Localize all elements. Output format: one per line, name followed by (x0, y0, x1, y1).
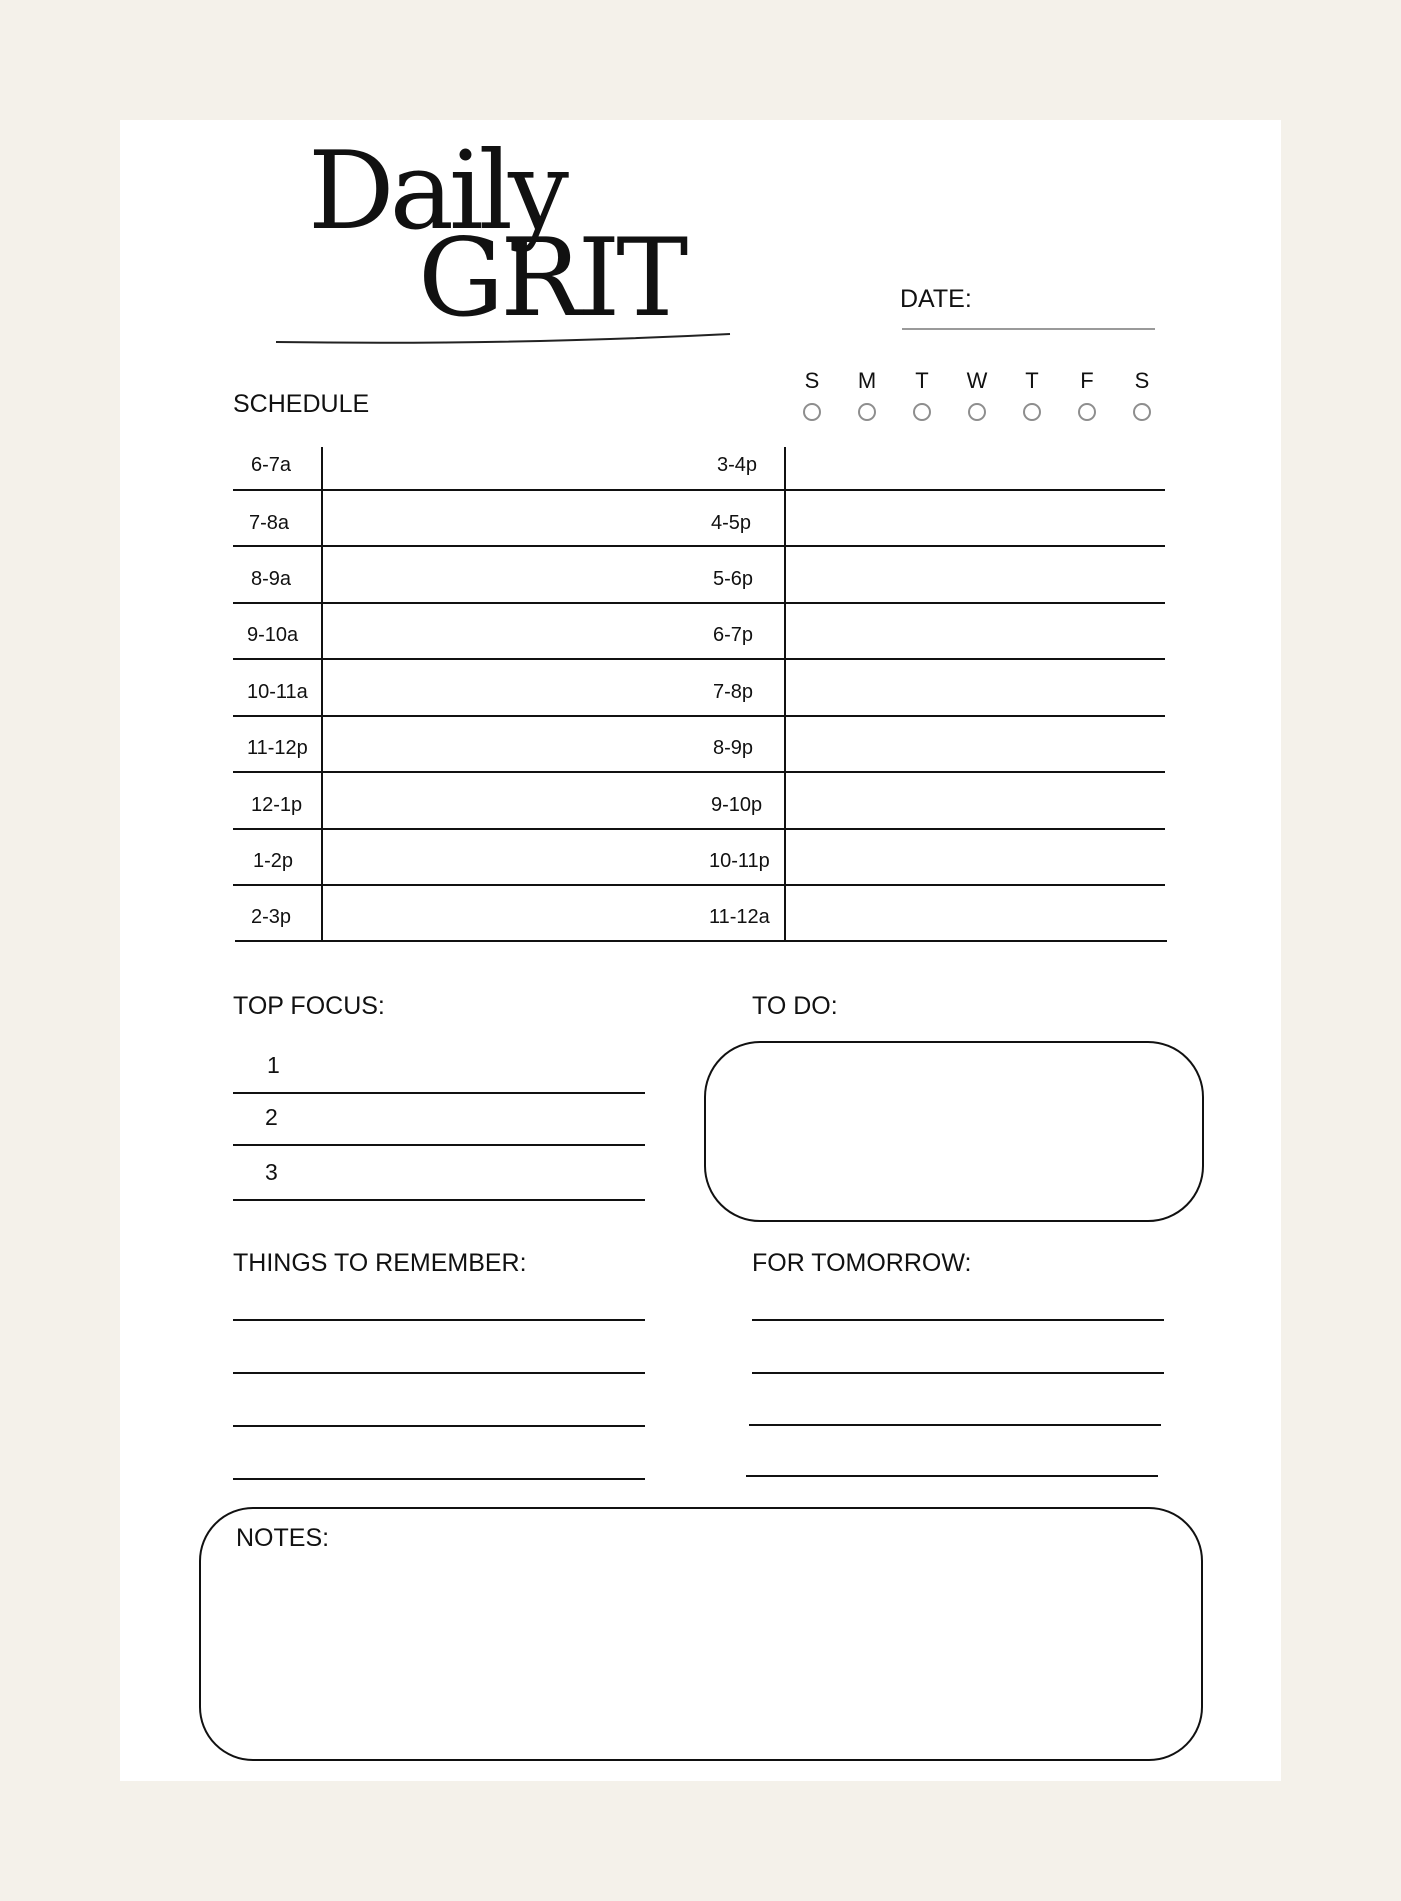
tomorrow-line[interactable] (749, 1424, 1161, 1426)
weekday-wed-checkbox[interactable] (968, 403, 986, 421)
schedule-row-line (233, 545, 1165, 547)
date-input-line[interactable] (902, 328, 1155, 330)
time-slot-left: 11-12p (247, 737, 308, 759)
schedule-label: SCHEDULE (233, 390, 370, 418)
remember-line[interactable] (233, 1319, 645, 1321)
tomorrow-line[interactable] (752, 1372, 1164, 1374)
time-slot-right: 4-5p (711, 512, 752, 534)
time-slot-right: 3-4p (717, 454, 758, 476)
time-slot-left: 6-7a (251, 454, 292, 476)
focus-line[interactable] (233, 1144, 645, 1146)
focus-item-number: 3 (265, 1159, 278, 1185)
weekday-tue-checkbox[interactable] (913, 403, 931, 421)
schedule-row-line (233, 658, 1165, 660)
time-slot-left: 7-8a (249, 512, 290, 534)
schedule-divider-center (784, 447, 786, 942)
tomorrow-line[interactable] (752, 1319, 1164, 1321)
schedule-row-line (233, 771, 1165, 773)
time-slot-left: 10-11a (247, 681, 308, 703)
time-slot-left: 8-9a (251, 568, 292, 590)
remember-line[interactable] (233, 1372, 645, 1374)
focus-item-number: 2 (265, 1104, 278, 1130)
weekday-mon-checkbox[interactable] (858, 403, 876, 421)
schedule-row-line (233, 884, 1165, 886)
time-slot-left: 12-1p (251, 794, 303, 816)
time-slot-right: 8-9p (713, 737, 754, 759)
weekday-sun: S (804, 368, 820, 393)
weekday-wed: W (966, 368, 988, 393)
time-slot-right: 11-12a (709, 906, 770, 928)
schedule-row-line (233, 489, 1165, 491)
todo-box[interactable] (704, 1041, 1204, 1222)
time-slot-left: 2-3p (251, 906, 292, 928)
remember-line[interactable] (233, 1425, 645, 1427)
time-slot-right: 5-6p (713, 568, 754, 590)
focus-line[interactable] (233, 1092, 645, 1094)
schedule-row-line (233, 715, 1165, 717)
schedule-row-line (233, 828, 1165, 830)
things-to-remember-label: THINGS TO REMEMBER: (233, 1249, 527, 1277)
title-daily: Daily (308, 129, 565, 254)
time-slot-right: 10-11p (709, 850, 770, 872)
schedule-divider-left (321, 447, 323, 942)
time-slot-right: 6-7p (713, 624, 754, 646)
time-slot-left: 1-2p (253, 850, 294, 872)
for-tomorrow-label: FOR TOMORROW: (752, 1249, 972, 1277)
date-label: DATE: (900, 285, 972, 313)
weekday-sat-checkbox[interactable] (1133, 403, 1151, 421)
weekday-mon: M (857, 368, 877, 393)
weekday-fri-checkbox[interactable] (1078, 403, 1096, 421)
notes-box[interactable] (199, 1507, 1203, 1761)
focus-item-number: 1 (267, 1052, 280, 1078)
time-slot-right: 9-10p (711, 794, 763, 816)
weekday-sat: S (1134, 368, 1150, 393)
notes-label: NOTES: (236, 1524, 330, 1552)
todo-label: TO DO: (752, 992, 838, 1020)
remember-line[interactable] (233, 1478, 645, 1480)
top-focus-label: TOP FOCUS: (233, 992, 385, 1020)
weekday-thu-checkbox[interactable] (1023, 403, 1041, 421)
schedule-row-line (235, 940, 1167, 942)
time-slot-left: 9-10a (247, 624, 299, 646)
weekday-sun-checkbox[interactable] (803, 403, 821, 421)
title-grit: GRIT (418, 216, 685, 341)
tomorrow-line[interactable] (746, 1475, 1158, 1477)
weekday-tue: T (915, 368, 929, 393)
weekday-thu: T (1025, 368, 1039, 393)
title-underline-swoosh (274, 328, 734, 348)
focus-line[interactable] (233, 1199, 645, 1201)
weekday-fri: F (1080, 368, 1094, 393)
schedule-row-line (233, 602, 1165, 604)
time-slot-right: 7-8p (713, 681, 754, 703)
